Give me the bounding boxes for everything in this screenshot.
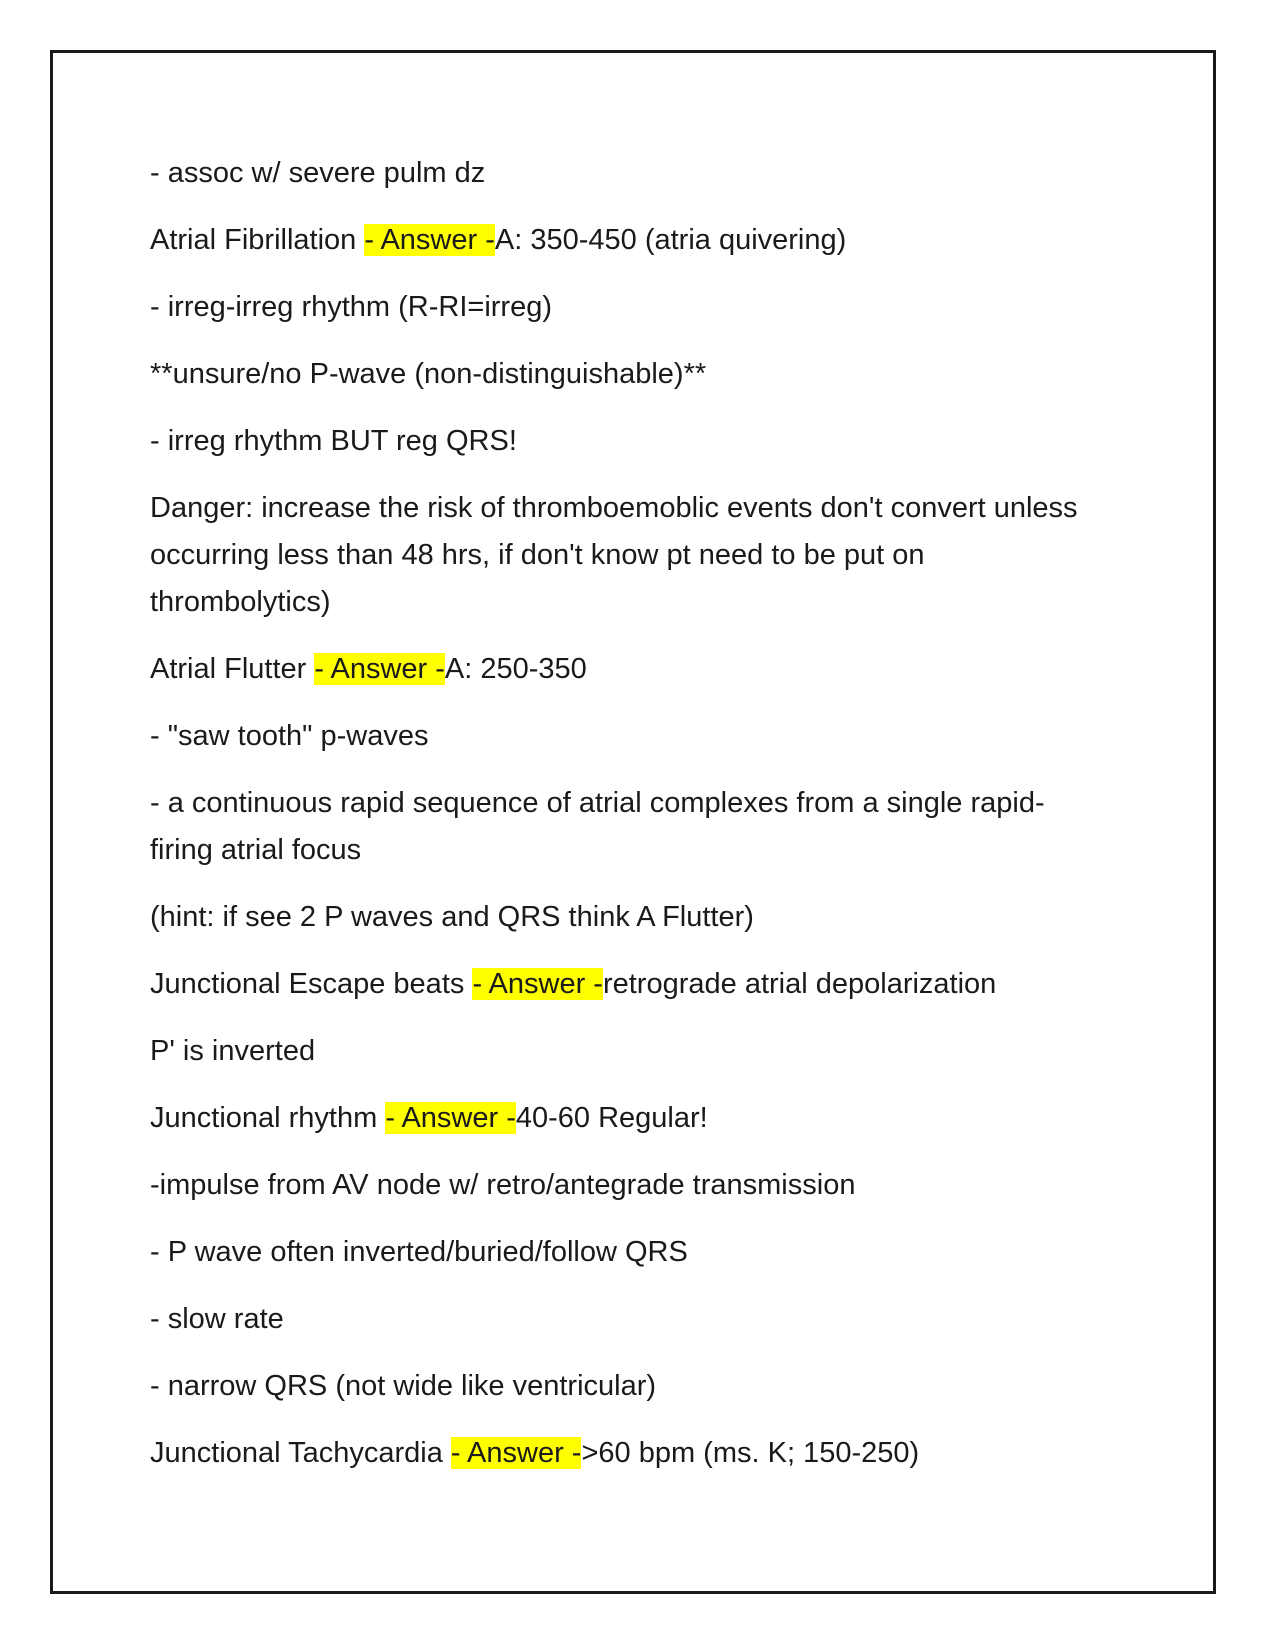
flashcard-junctional-rhythm — [150, 1095, 1100, 1142]
flashcard-junctional-escape-beats — [150, 961, 1100, 1008]
answer-text: A: 250-350 — [444, 653, 587, 685]
answer-marker: - Answer - — [314, 653, 445, 685]
term: Junctional rhythm — [150, 1102, 386, 1134]
note-line: **unsure/no P-wave (non-distinguishable)** — [150, 358, 707, 390]
note-paragraph: - a continuous rapid sequence of atrial complexes from a single rapid-firing atrial focus — [150, 787, 1045, 866]
flashcard-atrial-fibrillation — [150, 217, 1100, 264]
note-line: - irreg rhythm BUT reg QRS! — [150, 425, 517, 457]
term: Junctional Escape beats — [150, 968, 473, 1000]
answer-marker: - Answer - — [385, 1102, 516, 1134]
answer-text: retrograde atrial depolarization — [602, 968, 997, 1000]
note-paragraph-danger: Danger: increase the risk of thromboemoblic events don't convert unless occurring less than 48 hrs, if don't know pt need to be put on thrombolytics) — [150, 492, 1078, 618]
note-line: - slow rate — [150, 1303, 284, 1335]
answer-marker: - Answer - — [450, 1437, 582, 1469]
answer-text: 40-60 Regular! — [515, 1102, 708, 1134]
flashcard-atrial-flutter — [150, 646, 1100, 693]
flashcard-junctional-tachycardia — [150, 1430, 1100, 1477]
note-line: - assoc w/ severe pulm dz — [150, 157, 486, 189]
note-line: P' is inverted — [150, 1035, 316, 1067]
answer-text: >60 bpm (ms. K; 150-250) — [581, 1437, 920, 1469]
note-line: (hint: if see 2 P waves and QRS think A Flutter) — [150, 901, 754, 933]
document-body — [150, 150, 1100, 1497]
note-line: -impulse from AV node w/ retro/antegrade transmission — [150, 1169, 856, 1201]
answer-marker: - Answer - — [364, 224, 495, 256]
term: Atrial Fibrillation — [150, 224, 365, 256]
answer-marker: - Answer - — [472, 968, 603, 1000]
note-line: - irreg-irreg rhythm (R-RI=irreg) — [150, 291, 553, 323]
note-line: - "saw tooth" p-waves — [150, 720, 429, 752]
note-line: - P wave often inverted/buried/follow QRS — [150, 1236, 688, 1268]
answer-text: A: 350-450 (atria quivering) — [494, 224, 847, 256]
term: Atrial Flutter — [150, 653, 315, 685]
term: Junctional Tachycardia — [150, 1437, 451, 1469]
note-line: - narrow QRS (not wide like ventricular) — [150, 1370, 657, 1402]
